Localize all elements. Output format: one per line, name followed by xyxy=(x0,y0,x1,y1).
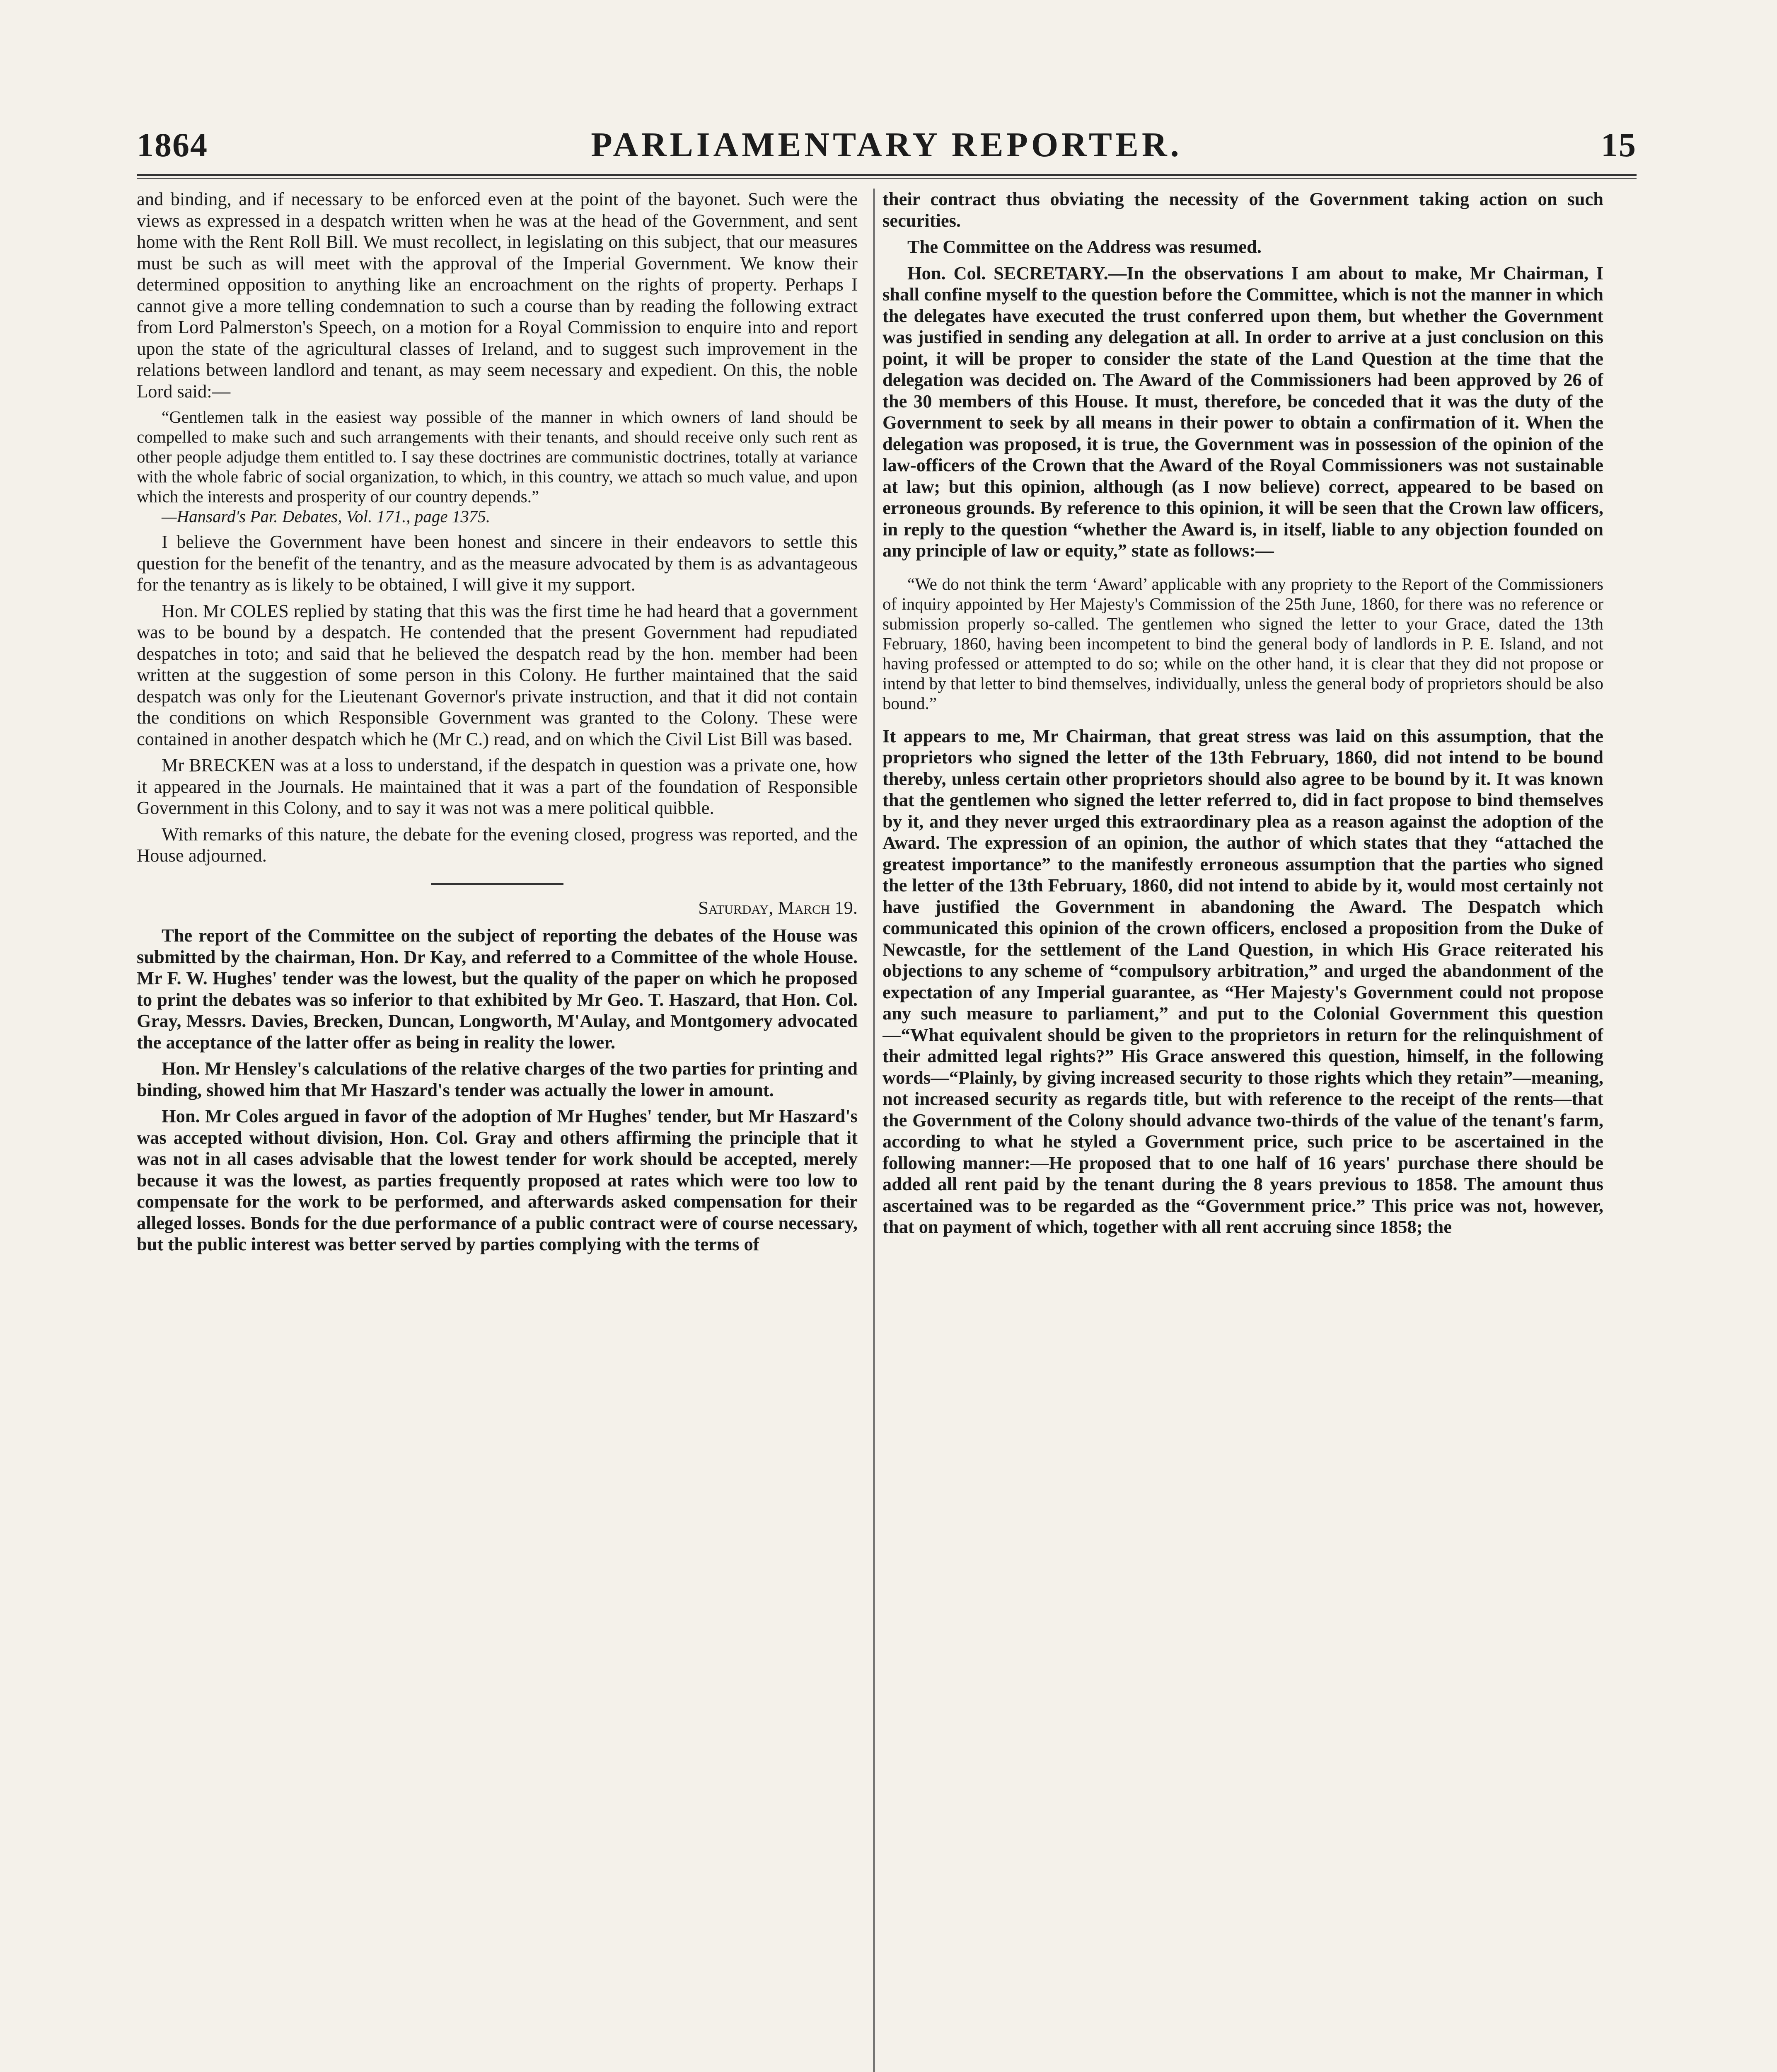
quotation: “Gentlemen talk in the easiest way possible of the manner in which owners of land should be compelled to make such and such arrangements with their tenants, and should receive only such rent as other people adjudge them entitled to. I say these doctrines are communistic doctrines, totally at variance with the whole fabric of social organization, to which, in this country, we attach so much value, and upon which the interests and prosperity of our country depends.” xyxy=(137,407,858,506)
paragraph: their contract thus obviating the necessity of the Government taking action on such securities. xyxy=(882,189,1603,231)
page-number: 15 xyxy=(1601,126,1637,164)
section-rule xyxy=(431,883,563,885)
paragraph: Hon. Col. SECRETARY.—In the observations I am about to make, Mr Chairman, I shall confine myself to the question before the Committee, which is not the manner in which the delegates have executed the trust conferred upon them, but whether the Government was justified in sending any delegation at all. In order to arrive at a just conclusion on this point, it will be proper to consider the state of the Land Question at the time that the delegation was decided on. The Award of the Commissioners had been approved by 26 of the 30 members of this House. It must, therefore, be conceded that it was the duty of the Government to seek by all means in their power to obtain a confirmation of it. When the delegation was proposed, it is true, the Government was in possession of the opinion of the law-officers of the Crown that the Award of the Royal Commissioners was not sustainable at law; but this opinion, although (as I now believe) correct, appeared to be based on erroneous grounds. By reference to this opinion, it will be seen that the Crown law officers, in reply to the question “whether the Award is, in itself, liable to any objection founded on any principle of law or equity,” state as follows:— xyxy=(882,262,1603,561)
paragraph: Hon. Mr Coles argued in favor of the adoption of Mr Hughes' tender, but Mr Haszard's was accepted without division, Hon. Col. Gray and others affirming the principle that it was not in all cases advisable that the lowest tender for work should be accepted, merely because it was the lowest, as parties frequently proposed at rates which were too low to compensate for the work to be performed, and afterwards asked compensation for their alleged losses. Bonds for the due performance of a public contract were of course necessary, but the public interest was better served by parties complying with the terms of xyxy=(137,1106,858,1254)
paragraph: I believe the Government have been honest and sincere in their endeavors to settle this question for the benefit of the tenantry, and as the measure advocated by them is as advantageous for the tenantry as is likely to be obtained, I will give it my support. xyxy=(137,531,858,595)
paragraph: Hon. Mr COLES replied by stating that this was the first time he had heard that a government was to be bound by a despatch. He contended that the present Government had repudiated despatches in toto; and said that he believed the despatch read by the hon. member had been written at the suggestion of some person in this Colony. He further maintained that the said despatch was only for the Lieutenant Governor's private instruction, and that it did not contain the conditions on which Responsible Government was granted to the Colony. These were contained in another despatch which he (Mr C.) read, and on which the Civil List Bill was based. xyxy=(137,600,858,749)
page-year: 1864 xyxy=(137,126,208,164)
paragraph: Mr BRECKEN was at a loss to understand, if the despatch in question was a private one, how it appeared in the Journals. He maintained that it was a part of the foundation of Responsible Government in this Colony, and to say it was not was a mere political quibble. xyxy=(137,755,858,818)
paragraph: and binding, and if necessary to be enforced even at the point of the bayonet. Such were the views as expressed in a despatch written when he was at the head of the Government, and sent home with the Rent Roll Bill. We must recollect, in legislating on this subject, that our measures must be such as will meet with the approval of the Imperial Government. We know their determined opposition to anything like an encroachment on the rights of property. Perhaps I cannot give a more telling condemnation to such a course than by reading the following extract from Lord Palmerston's Speech, on a motion for a Royal Commission to enquire into and report upon the state of the agricultural classes of Ireland, and to suggest such improvement in the relations between landlord and tenant, as may seem necessary and expedient. On this, the noble Lord said:— xyxy=(137,189,858,402)
paragraph: The Committee on the Address was resumed. xyxy=(907,236,1262,257)
paragraph: It appears to me, Mr Chairman, that great stress was laid on this assumption, that the proprietors who signed the letter of the 13th February, 1860, did not intend to be bound thereby, unless certain other proprietors should also agree to be bound by it. It was known that the gentlemen who signed the letter referred to, did in fact propose to bind themselves by it, and they never urged this extraordinary plea as a reason against the adoption of the Award. The expression of an opinion, the author of which states that they “attached the greatest importance” to the manifestly erroneous assumption that the parties who signed the letter of the 13th February, 1860, did not intend to abide by it, would most certainly not have justified the Government in abandoning the Award. The Despatch which communicated this opinion of the crown officers, enclosed a proposition from the Duke of Newcastle, for the settlement of the Land Question, in which His Grace reiterated his objections to any scheme of “compulsory arbitration,” and urged the abandonment of the expectation of any Imperial guarantee, as “Her Majesty's Government could not propose any such measure to parliament,” and put to the Colonial Government this question—“What equivalent should be given to the proprietors in return for the relinquishment of their admitted legal rights?” His Grace answered this question, himself, in the following words—“Plainly, by giving increased security to those rights which they retain”—meaning, not increased security as regards title, but with reference to the receipt of the rents—that the Government of the Colony should advance two-thirds of the value of the tenant's farm, according to what he styled a Government price, such price to be ascertained in the following manner:—He proposed that to one half of 16 years' purchase there should be added all rent paid by the tenant during the 8 years previous to 1858. The amount thus ascertained was to be regarded as the “Government price.” This price was not, however, that on payment of which, together with all rent accruing since 1858; the xyxy=(882,725,1603,1237)
date-heading: Saturday, March 19. xyxy=(698,897,858,918)
left-column xyxy=(137,189,858,2072)
page-title: PARLIAMENTARY REPORTER. xyxy=(591,126,1182,164)
column-divider xyxy=(873,189,875,2072)
header-rule xyxy=(137,174,1637,176)
quotation: “We do not think the term ‘Award’ applicable with any propriety to the Report of the Commissioners of inquiry appointed by Her Majesty's Commission of the 25th June, 1860, for there was no reference or submission properly so-called. The gentlemen who signed the letter to your Grace, dated the 13th February, 1860, having been incompetent to bind the general body of landlords in P. E. Island, and not having professed or attempted to do so; while on the other hand, it is clear that they did not propose or intend by that letter to bind themselves, individually, unless the general body of proprietors should be also bound.” xyxy=(882,574,1603,713)
right-column xyxy=(882,189,1603,2072)
paragraph: Hon. Mr Hensley's calculations of the relative charges of the two parties for printing and binding, showed him that Mr Haszard's tender was actually the lower in amount. xyxy=(137,1058,858,1100)
paragraph: With remarks of this nature, the debate for the evening closed, progress was reported, and the House adjourned. xyxy=(137,823,858,866)
header-rule-thin xyxy=(137,178,1637,179)
citation: —Hansard's Par. Debates, Vol. 171., page 1375. xyxy=(162,507,491,526)
page-header xyxy=(137,124,1637,178)
paragraph: The report of the Committee on the subject of reporting the debates of the House was submitted by the chairman, Hon. Dr Kay, and referred to a Committee of the whole House. Mr F. W. Hughes' tender was the lowest, but the quality of the paper on which he proposed to print the debates was so inferior to that exhibited by Mr Geo. T. Haszard, that Hon. Col. Gray, Messrs. Davies, Brecken, Duncan, Longworth, M'Aulay, and Montgomery advocated the acceptance of the latter offer as being in reality the lower. xyxy=(137,925,858,1053)
